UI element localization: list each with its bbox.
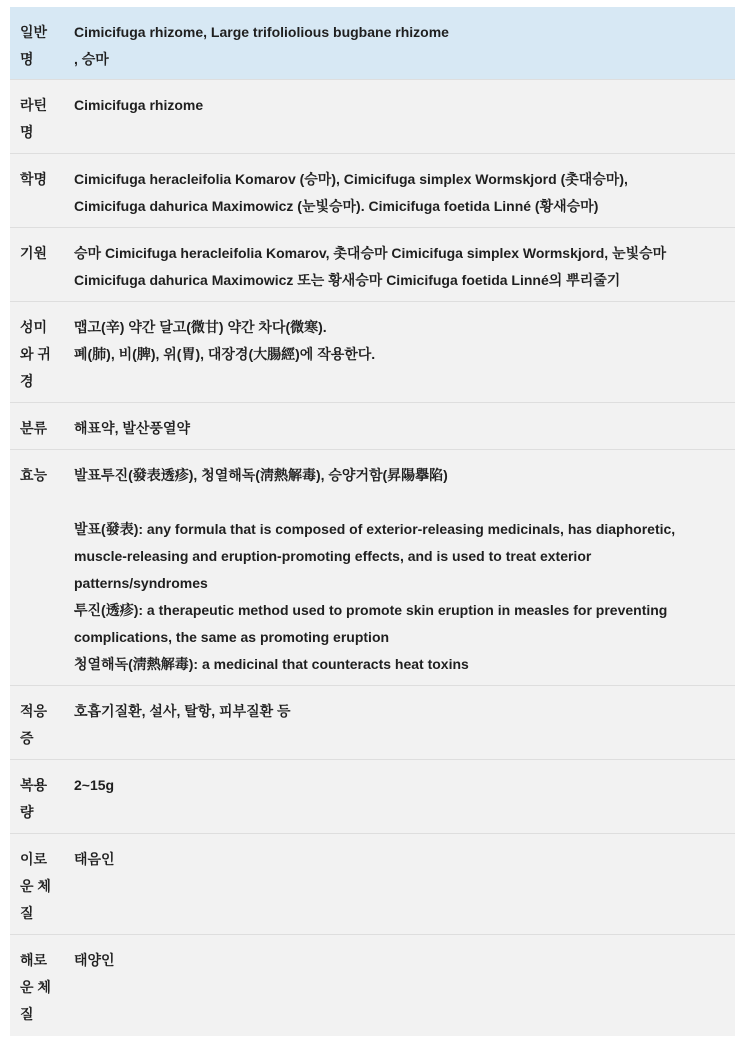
row-label: 복용 량 <box>20 777 48 820</box>
value-line: 태음인 <box>74 851 115 867</box>
value-line: muscle-releasing and eruption-promoting effects, and is used to treat exterior <box>74 548 592 564</box>
row-classification <box>10 403 735 450</box>
value-line: 승마 Cimicifuga heracleifolia Komarov, 촛대승마 Cimicifuga simplex Wormskjord, 눈빛승마 <box>74 245 667 261</box>
row-value <box>68 7 735 79</box>
row-harmful-constitution <box>10 935 735 1036</box>
row-value <box>68 834 735 934</box>
row-latin-name <box>10 80 735 154</box>
herb-info-table <box>10 7 735 1036</box>
value-line: 태양인 <box>74 952 115 968</box>
value-line: 호흡기질환, 설사, 탈항, 피부질환 등 <box>74 703 291 719</box>
value-line: Cimicifuga heracleifolia Komarov (승마), Cimicifuga simplex Wormskjord (촛대승마), <box>74 171 628 187</box>
value-line: Cimicifuga rhizome, Large trifoliolious bugbane rhizome <box>74 24 449 40</box>
value-line: 발표(發表): any formula that is composed of exterior-releasing medicinals, has diaphoretic, <box>74 521 676 537</box>
row-label: 학명 <box>20 171 48 187</box>
row-nature-meridian <box>10 302 735 403</box>
row-indications <box>10 686 735 760</box>
row-scientific-name <box>10 154 735 228</box>
row-beneficial-constitution <box>10 834 735 935</box>
value-line: complications, the same as promoting eruption <box>74 629 390 645</box>
row-dosage <box>10 760 735 834</box>
row-value <box>68 403 735 449</box>
row-value <box>68 228 735 301</box>
value-line: 맵고(辛) 약간 달고(微甘) 약간 차다(微寒). <box>74 319 327 335</box>
row-label: 기원 <box>20 245 48 261</box>
row-efficacy <box>10 450 735 686</box>
row-origin <box>10 228 735 302</box>
row-value <box>68 154 735 227</box>
row-label: 성미 와 귀 경 <box>20 319 51 389</box>
row-label: 효능 <box>20 467 48 483</box>
row-label: 일반 명 <box>20 24 48 67</box>
value-line: 투진(透疹): a therapeutic method used to promote skin eruption in measles for preventing <box>74 602 668 618</box>
row-value <box>68 80 735 153</box>
row-value <box>68 760 735 833</box>
row-label: 이로 운 체 질 <box>20 851 51 921</box>
value-line: 2~15g <box>74 777 115 793</box>
row-value <box>68 302 735 402</box>
value-line: 발표투진(發表透疹), 청열해독(淸熱解毒), 승양거함(昇陽擧陷) <box>74 467 448 483</box>
row-value <box>68 935 735 1036</box>
value-line: 해표약, 발산풍열약 <box>74 420 190 436</box>
blank-line <box>74 489 727 516</box>
value-line: Cimicifuga dahurica Maximowicz 또는 황새승마 Cimicifuga foetida Linné의 뿌리줄기 <box>74 272 621 288</box>
row-value <box>68 450 735 685</box>
row-label: 라틴 명 <box>20 97 48 140</box>
row-common-name <box>10 7 735 80</box>
row-value <box>68 686 735 759</box>
row-label: 분류 <box>20 420 48 436</box>
value-line: 청열해독(淸熱解毒): a medicinal that counteracts heat toxins <box>74 656 469 672</box>
row-label: 적응 증 <box>20 703 48 746</box>
value-line: patterns/syndromes <box>74 575 208 591</box>
row-label: 해로 운 체 질 <box>20 952 51 1022</box>
value-line: Cimicifuga rhizome <box>74 97 204 113</box>
value-line: , 승마 <box>74 51 109 67</box>
value-line: Cimicifuga dahurica Maximowicz (눈빛승마). Cimicifuga foetida Linné (황새승마) <box>74 198 599 214</box>
value-line: 폐(肺), 비(脾), 위(胃), 대장경(大腸經)에 작용한다. <box>74 346 376 362</box>
